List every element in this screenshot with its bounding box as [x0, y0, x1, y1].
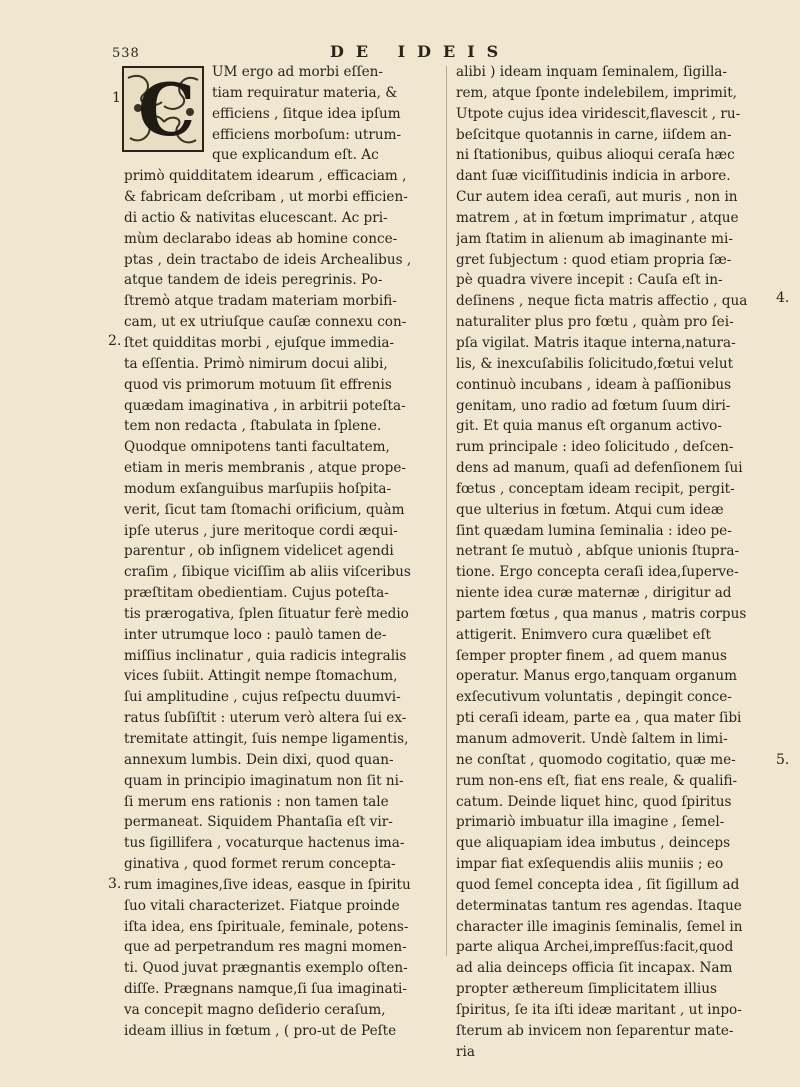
left-text-column	[124, 62, 448, 1042]
text-line: que ad perpetrandum res magni momen-	[124, 939, 407, 956]
text-line: ne conſtat , quomodo cogitatio, quæ me-	[456, 751, 736, 768]
text-line: ria	[456, 1043, 475, 1060]
text-line: parte aliqua Archei,impreſſus:facit,quod	[456, 939, 734, 956]
text-line: ſtremò atque tradam materiam morbifi-	[124, 293, 397, 310]
text-line: ad alia deinceps officia ſit incapax. Nam	[456, 960, 733, 977]
text-line: permaneat. Siquidem Phantaſia eſt vir-	[124, 814, 393, 831]
text-line: quædam imaginativa , in arbitrii poteſta-	[124, 397, 406, 414]
text-line: character ille imaginis ſeminalis, ſemel in	[456, 918, 743, 935]
text-line: partem fœtus , qua manus , matris corpus	[456, 605, 747, 622]
text-line: matrem , at in fœtum imprimatur , atque	[456, 209, 739, 226]
text-line: craſim , ſibique viciſſim ab aliis viſceribus	[124, 564, 411, 581]
text-line: genitam, uno radio ad fœtum ſuum diri-	[456, 397, 731, 414]
text-line: manum admoverit. Undè ſaltem in limi-	[456, 731, 728, 747]
text-line: ſtet quidditas morbi , ejuſque immedia-	[124, 334, 395, 351]
margin-note: 3.	[108, 876, 122, 892]
text-line: netrant ſe mutuò , abſque unionis ſtupra-	[456, 543, 740, 560]
text-line: git. Et quia manus eſt organum activo-	[456, 418, 722, 435]
text-line: modum exſanguibus marſupiis hoſpita-	[124, 480, 392, 497]
text-line: beſcitque quotannis in carne, iiſdem an-	[456, 126, 732, 143]
text-line: efficiens , ſitque idea ipſum	[212, 105, 401, 122]
text-line: impar fiat exſequendis aliis muniis ; eo	[456, 856, 724, 873]
text-line: operatur. Manus ergo,tanquam organum	[456, 668, 737, 685]
text-line: miſſius inclinatur , quia radicis integralis	[124, 647, 407, 664]
running-head: DE IDEIS	[330, 42, 511, 61]
text-line: quod vis primorum motuum ſit effrenis	[124, 376, 392, 393]
text-line: gret ſubjectum : quod etiam propria ſæ-	[456, 251, 732, 268]
margin-note: 5.	[776, 752, 790, 768]
text-line: que explicandum eſt. Ac	[212, 147, 379, 164]
text-line: & fabricam deſcribam , ut morbi efficien-	[124, 189, 408, 206]
text-line: attigerit. Enimvero cura quælibet eſt	[456, 626, 712, 643]
page-number: 538	[112, 46, 140, 61]
text-line: ſemper propter finem , ad quem manus	[456, 647, 727, 664]
text-line: Quodque omnipotens tanti facultatem,	[124, 439, 390, 456]
text-line: alibi ) ideam inquam ſeminalem, ſigilla-	[456, 64, 727, 80]
text-line: va concepit magno deſiderio ceraſum,	[124, 1001, 386, 1018]
text-line: dant ſuæ viciſſitudinis indicia in arbore.	[456, 168, 731, 185]
text-line: atque tandem de ideis peregrinis. Po-	[124, 272, 383, 289]
text-line: annexum lumbis. Dein dixi, quod quan-	[124, 751, 394, 768]
text-line: ta eſſentia. Primò nimirum docui alibi,	[124, 355, 388, 372]
text-line: que ulterius in fœtum. Atqui cum ideæ	[456, 501, 724, 518]
text-line: determinatas tantum res agendas. Itaque	[456, 897, 742, 914]
text-line: que aliquapiam idea imbutus , deinceps	[456, 835, 731, 852]
text-line: vices ſubiit. Attingit nempe ſtomachum,	[124, 668, 398, 685]
text-line: di actio & nativitas elucescant. Ac pri-	[124, 209, 388, 226]
text-line: pti ceraſi ideam, parte ea , qua mater ſibi	[456, 710, 742, 727]
text-line: primariò imbuatur illa imagine , ſemel-	[456, 814, 725, 831]
right-text-column	[456, 62, 780, 1063]
text-line: quod ſemel concepta idea , ſit ſigillum ad	[456, 876, 740, 893]
text-line: cam, ut ex utriuſque cauſæ connexu con-	[124, 314, 407, 331]
text-line: parentur , ob inſignem videlicet agendi	[124, 543, 394, 560]
text-line: ni ſtationibus, quibus alioqui ceraſa hæc	[456, 147, 735, 164]
text-line: deſinens , neque ficta matris affectio , qua	[456, 293, 748, 310]
text-line: ptas , dein tractabo de ideis Archealibus ,	[124, 251, 412, 268]
text-line: ratus ſubſiſtit : uterum verò altera ſui ex-	[124, 710, 407, 727]
text-line: ſui amplitudine , cujus reſpectu duumvi-	[124, 689, 401, 706]
text-line: mùm declarabo ideas ab homine conce-	[124, 230, 398, 247]
text-line: ideam illius in fœtum , ( pro-ut de Peſte	[124, 1022, 397, 1039]
text-line: lis, & inexcuſabilis ſolicitudo,fœtui velut	[456, 355, 734, 372]
text-line: naturaliter plus pro fœtu , quàm pro ſei-	[456, 314, 734, 331]
text-line: rum imagines,ſive ideas, easque in ſpiritu	[124, 876, 411, 893]
text-line: tem non redacta , ſtabulata in ſplene.	[124, 418, 382, 435]
text-line: exſecutivum voluntatis , depingit conce-	[456, 689, 732, 706]
text-line: ginativa , quod formet rerum concepta-	[124, 856, 396, 873]
text-line: dens ad manum, quaſi ad defenſionem ſui	[456, 460, 743, 477]
text-line: iſta idea, ens ſpirituale, feminale, potens-	[124, 918, 409, 935]
drop-cap-letter: C	[138, 67, 196, 152]
text-line: inter utrumque loco : paulò tamen de-	[124, 626, 387, 643]
text-line: Cur autem idea ceraſi, aut muris , non in	[456, 189, 738, 206]
text-line: fœtus , conceptam ideam recipit, pergit-	[456, 480, 735, 497]
text-line: tione. Ergo concepta ceraſi idea,ſuperve-	[456, 564, 739, 581]
text-line: tis prærogativa, ſplen ſituatur ferè medio	[124, 605, 409, 622]
text-line: verit, ſicut tam ſtomachi orificium, quàm	[124, 501, 405, 518]
text-line: tus ſigillifera , vocaturque hactenus ima-	[124, 835, 405, 852]
margin-note: 1.	[112, 90, 126, 106]
text-line: quam in principio imaginatum non ſit ni-	[124, 772, 404, 789]
text-line: ti. Quod juvat prægnantis exemplo oſten-	[124, 960, 408, 977]
margin-note: 2.	[108, 333, 122, 349]
text-line: UM ergo ad morbi eſſen-	[212, 64, 384, 80]
text-line: ſint quædam lumina ſeminalia : ideo pe-	[456, 522, 732, 539]
text-line: pè quadra vivere incepit : Cauſa eſt in-	[456, 272, 723, 289]
margin-note: 4.	[776, 290, 790, 306]
text-line: ſpiritus, ſe ita iſti ideæ maritant , ut inpo-	[456, 1001, 742, 1018]
text-line: ſi merum ens rationis : non tamen tale	[124, 793, 389, 810]
text-line: continuò incubans , ideam à paſſionibus	[456, 376, 732, 393]
text-line: propter æthereum ſimplicitatem illius	[456, 981, 717, 998]
text-line: tiam requiratur materia, &	[212, 84, 398, 101]
text-line: Utpote cujus idea viridescit,flavescit , ru-	[456, 105, 741, 122]
text-line: rum principale : ideo ſolicitudo , deſcen-	[456, 439, 734, 456]
text-line: jam ſtatim in alienum ab imaginante mi-	[456, 230, 733, 247]
text-line: ſuo vitali characterizet. Fiatque proinde	[124, 897, 400, 914]
text-line: efficiens morboſum: utrum-	[212, 126, 402, 143]
text-line: rum non-ens eſt, fiat ens reale, & qualifi-	[456, 772, 738, 789]
text-line: primò quidditatem idearum , efficaciam ,	[124, 168, 407, 185]
text-line: pſa vigilat. Matris itaque interna,natura-	[456, 334, 736, 351]
text-line: etiam in meris membranis , atque prope-	[124, 460, 406, 477]
text-line: ipſe uterus , jure meritoque cordi æqui-	[124, 522, 398, 539]
text-line: catum. Deinde liquet hinc, quod ſpiritus	[456, 793, 732, 810]
text-line: niente idea curæ maternæ , dirigitur ad	[456, 585, 732, 602]
text-line: præſtitam obedientiam. Cujus poteſta-	[124, 585, 389, 602]
text-line: tremitate attingit, ſuis nempe ligamentis,	[124, 731, 409, 747]
text-line: diſſe. Prægnans namque,ſi ſua imaginati-	[124, 981, 407, 998]
text-line: rem, atque ſponte indelebilem, imprimit,	[456, 84, 737, 101]
text-line: ſterum ab invicem non ſeparentur mate-	[456, 1022, 734, 1039]
